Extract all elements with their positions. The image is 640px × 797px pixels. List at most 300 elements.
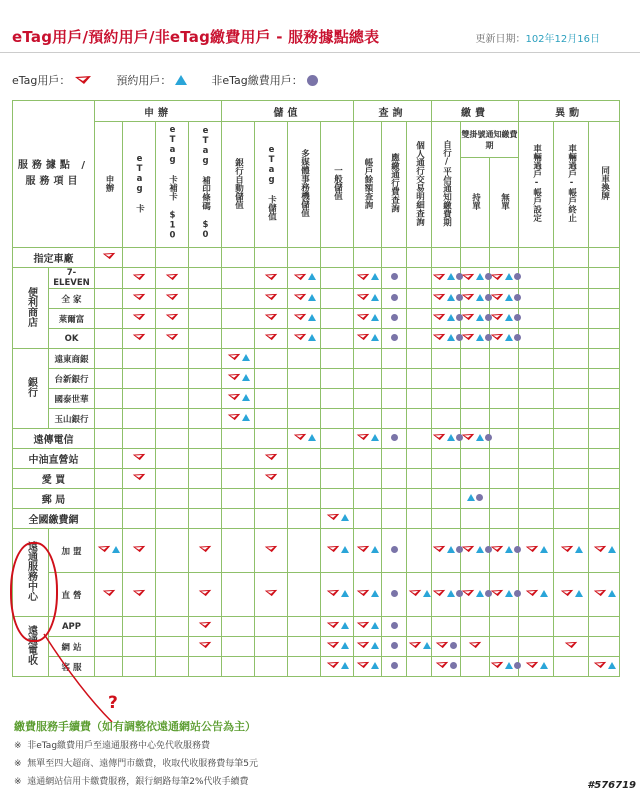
table-cell bbox=[589, 509, 620, 529]
table-cell bbox=[382, 248, 407, 268]
table-cell bbox=[461, 489, 490, 509]
service-marker bbox=[461, 293, 492, 301]
table-cell bbox=[519, 637, 554, 657]
note-item: ※ 遠通網站信用卡繳費服務，銀行網路每筆2%代收手續費 bbox=[14, 777, 249, 787]
reserve-triangle-icon bbox=[175, 75, 187, 85]
etag-mark-icon bbox=[165, 293, 179, 301]
etag-mark-icon bbox=[461, 293, 475, 301]
table-row bbox=[13, 248, 620, 268]
table-cell bbox=[156, 268, 189, 289]
table-cell bbox=[123, 489, 156, 509]
etag-mark-icon bbox=[165, 273, 179, 281]
table-cell bbox=[95, 529, 123, 573]
service-marker bbox=[560, 589, 583, 597]
etag-mark-icon bbox=[432, 293, 446, 301]
col-header-10 bbox=[407, 122, 432, 248]
table-row bbox=[13, 369, 620, 389]
table-cell bbox=[255, 637, 288, 657]
table-cell bbox=[461, 469, 490, 489]
table-cell bbox=[255, 573, 288, 617]
table-cell bbox=[95, 268, 123, 289]
table-cell bbox=[554, 573, 589, 617]
reserve-triangle-icon bbox=[608, 546, 616, 553]
reserve-triangle-icon bbox=[112, 546, 120, 553]
col-header-15 bbox=[554, 122, 589, 248]
table-row bbox=[13, 469, 620, 489]
table-row bbox=[13, 449, 620, 469]
table-cell bbox=[354, 369, 382, 389]
table-cell bbox=[354, 617, 382, 637]
etag-mark-icon bbox=[293, 313, 307, 321]
table-cell bbox=[222, 248, 255, 268]
service-marker bbox=[391, 434, 398, 441]
nonetag-dot-icon bbox=[450, 642, 457, 649]
table-cell bbox=[382, 329, 407, 349]
service-marker bbox=[264, 453, 278, 461]
etag-mark-icon bbox=[356, 333, 370, 341]
etag-mark-icon bbox=[461, 589, 475, 597]
etag-mark-icon bbox=[356, 661, 370, 669]
row-label: 國泰世華 bbox=[49, 389, 95, 409]
table-cell bbox=[255, 509, 288, 529]
service-marker bbox=[391, 662, 398, 669]
reserve-triangle-icon bbox=[371, 314, 379, 321]
service-marker bbox=[408, 641, 431, 649]
service-marker bbox=[264, 273, 278, 281]
table-cell bbox=[382, 657, 407, 677]
row-label: 直 營 bbox=[49, 573, 95, 617]
table-cell bbox=[382, 309, 407, 329]
table-cell bbox=[189, 289, 222, 309]
service-marker bbox=[264, 333, 278, 341]
service-marker bbox=[326, 513, 349, 521]
col-header-label: 無單 bbox=[499, 192, 510, 210]
service-marker bbox=[356, 433, 379, 441]
table-cell bbox=[222, 573, 255, 617]
table-cell bbox=[554, 449, 589, 469]
table-cell bbox=[255, 369, 288, 389]
etag-mark-icon bbox=[132, 545, 146, 553]
table-cell bbox=[123, 449, 156, 469]
reserve-triangle-icon bbox=[476, 590, 484, 597]
reserve-triangle-icon bbox=[308, 294, 316, 301]
reserve-triangle-icon bbox=[371, 546, 379, 553]
etag-mark-icon bbox=[198, 621, 212, 629]
table-cell bbox=[123, 268, 156, 289]
etag-mark-icon bbox=[432, 273, 446, 281]
notes-heading: 繳費服務手續費（如有調整依遠通網站公告為主） bbox=[14, 720, 256, 733]
table-cell bbox=[222, 637, 255, 657]
table-cell bbox=[288, 489, 321, 509]
dual-notice-header: 雙掛號通知繳費期 bbox=[461, 122, 519, 158]
reserve-triangle-icon bbox=[476, 314, 484, 321]
table-cell bbox=[156, 449, 189, 469]
table-cell bbox=[589, 573, 620, 617]
service-marker bbox=[593, 589, 616, 597]
table-cell bbox=[95, 349, 123, 369]
table-cell bbox=[156, 369, 189, 389]
etag-mark-icon bbox=[132, 453, 146, 461]
table-cell bbox=[222, 349, 255, 369]
table-cell bbox=[589, 657, 620, 677]
table-cell bbox=[222, 617, 255, 637]
etag-mark-icon bbox=[198, 545, 212, 553]
table-cell bbox=[554, 637, 589, 657]
table-cell bbox=[490, 469, 519, 489]
table-cell bbox=[288, 617, 321, 637]
etag-mark-icon bbox=[132, 313, 146, 321]
table-row bbox=[13, 289, 620, 309]
table-cell bbox=[382, 449, 407, 469]
table-cell bbox=[519, 389, 554, 409]
service-marker bbox=[435, 641, 457, 649]
table-cell bbox=[321, 349, 354, 369]
col-header-label: 帳戶餘額查詢 bbox=[363, 157, 373, 209]
reserve-triangle-icon bbox=[242, 354, 250, 361]
table-cell bbox=[519, 617, 554, 637]
table-cell bbox=[189, 469, 222, 489]
service-marker bbox=[432, 545, 463, 553]
etag-mark-icon bbox=[97, 545, 111, 553]
service-marker bbox=[326, 641, 349, 649]
etag-mark-icon bbox=[560, 545, 574, 553]
table-cell bbox=[189, 509, 222, 529]
table-cell bbox=[321, 637, 354, 657]
nonetag-dot-icon bbox=[391, 622, 398, 629]
service-marker bbox=[356, 293, 379, 301]
table-cell bbox=[189, 409, 222, 429]
table-cell bbox=[189, 369, 222, 389]
etag-mark-icon bbox=[435, 641, 449, 649]
table-cell bbox=[354, 637, 382, 657]
reserve-triangle-icon bbox=[505, 314, 513, 321]
red-circle-annotation bbox=[10, 542, 58, 642]
table-cell bbox=[490, 489, 519, 509]
table-cell bbox=[95, 469, 123, 489]
table-cell bbox=[354, 429, 382, 449]
table-cell bbox=[432, 449, 461, 469]
col-header-6 bbox=[288, 122, 321, 248]
table-cell bbox=[222, 529, 255, 573]
table-cell bbox=[554, 329, 589, 349]
service-marker bbox=[490, 333, 521, 341]
reserve-triangle-icon bbox=[371, 590, 379, 597]
table-cell bbox=[321, 657, 354, 677]
watermark: #576719 bbox=[587, 780, 636, 791]
service-marker bbox=[356, 313, 379, 321]
table-row bbox=[13, 529, 620, 573]
service-table bbox=[12, 100, 620, 677]
reserve-triangle-icon bbox=[575, 546, 583, 553]
table-cell bbox=[222, 289, 255, 309]
table-cell bbox=[321, 268, 354, 289]
etag-mark-icon bbox=[525, 661, 539, 669]
table-cell bbox=[407, 489, 432, 509]
service-marker bbox=[461, 545, 492, 553]
table-cell bbox=[95, 248, 123, 268]
table-cell bbox=[189, 637, 222, 657]
table-cell bbox=[589, 617, 620, 637]
table-cell bbox=[432, 637, 461, 657]
reserve-triangle-icon bbox=[540, 662, 548, 669]
table-cell bbox=[123, 409, 156, 429]
row-label: 網 站 bbox=[49, 637, 95, 657]
table-cell bbox=[382, 369, 407, 389]
table-row bbox=[13, 489, 620, 509]
col-header-9 bbox=[382, 122, 407, 248]
table-cell bbox=[288, 529, 321, 573]
nonetag-dot-icon bbox=[514, 662, 521, 669]
table-cell bbox=[589, 489, 620, 509]
service-marker bbox=[293, 313, 316, 321]
table-cell bbox=[255, 657, 288, 677]
reserve-triangle-icon bbox=[242, 414, 250, 421]
category-label: 銀行 bbox=[25, 377, 37, 397]
table-cell bbox=[490, 617, 519, 637]
table-cell bbox=[255, 289, 288, 309]
table-cell bbox=[321, 449, 354, 469]
reserve-triangle-icon bbox=[447, 294, 455, 301]
reserve-triangle-icon bbox=[476, 434, 484, 441]
table-cell bbox=[554, 268, 589, 289]
table-cell bbox=[554, 309, 589, 329]
service-marker bbox=[132, 313, 146, 321]
table-cell bbox=[490, 389, 519, 409]
service-marker bbox=[391, 546, 398, 553]
table-cell bbox=[432, 429, 461, 449]
table-cell bbox=[321, 573, 354, 617]
table-cell bbox=[554, 389, 589, 409]
table-cell bbox=[156, 309, 189, 329]
table-cell bbox=[490, 509, 519, 529]
table-cell bbox=[95, 389, 123, 409]
table-cell bbox=[123, 369, 156, 389]
table-cell bbox=[156, 329, 189, 349]
table-cell bbox=[519, 329, 554, 349]
table-cell bbox=[189, 573, 222, 617]
service-marker bbox=[326, 621, 349, 629]
col-header-16 bbox=[589, 122, 620, 248]
corner-label: 服務據點 / 服務項目 bbox=[17, 160, 90, 187]
reserve-triangle-icon bbox=[447, 546, 455, 553]
table-row bbox=[13, 268, 620, 289]
table-cell bbox=[519, 268, 554, 289]
reserve-triangle-icon bbox=[242, 374, 250, 381]
reserve-triangle-icon bbox=[371, 662, 379, 669]
service-marker bbox=[461, 589, 492, 597]
etag-mark-icon bbox=[227, 373, 241, 381]
col-header-label: eTag 卡補卡 $10 bbox=[167, 125, 178, 241]
service-marker bbox=[432, 273, 463, 281]
col-header-label: 個人通行交易明細查詢 bbox=[414, 140, 425, 226]
service-marker bbox=[264, 473, 278, 481]
table-cell bbox=[354, 449, 382, 469]
legend-reserve bbox=[116, 72, 187, 88]
nonetag-dot-icon bbox=[391, 434, 398, 441]
table-cell bbox=[123, 469, 156, 489]
table-cell bbox=[382, 637, 407, 657]
table-cell bbox=[554, 469, 589, 489]
etag-mark-icon bbox=[356, 545, 370, 553]
row-label: 加 盟 bbox=[49, 529, 95, 573]
service-marker bbox=[593, 545, 616, 553]
table-cell bbox=[407, 429, 432, 449]
reserve-triangle-icon bbox=[447, 590, 455, 597]
fee-notes bbox=[14, 718, 614, 792]
service-marker bbox=[165, 273, 179, 281]
reserve-triangle-icon bbox=[476, 273, 484, 280]
etag-mark-icon bbox=[490, 273, 504, 281]
nonetag-dot-icon bbox=[391, 662, 398, 669]
table-row bbox=[13, 389, 620, 409]
group-apply: 申辦 bbox=[95, 101, 222, 122]
table-cell bbox=[461, 617, 490, 637]
col-header-label: 申辦 bbox=[104, 174, 114, 192]
table-cell bbox=[519, 248, 554, 268]
update-label: 更新日期： bbox=[475, 34, 526, 45]
table-row bbox=[13, 509, 620, 529]
table-cell bbox=[354, 389, 382, 409]
group-topup: 儲值 bbox=[222, 101, 354, 122]
etag-mark-icon bbox=[132, 273, 146, 281]
table-cell bbox=[354, 469, 382, 489]
service-marker bbox=[198, 545, 212, 553]
service-marker bbox=[356, 661, 379, 669]
table-cell bbox=[255, 469, 288, 489]
table-cell bbox=[288, 289, 321, 309]
row-label: 客 服 bbox=[49, 657, 95, 677]
table-cell bbox=[382, 349, 407, 369]
service-marker bbox=[461, 433, 492, 441]
table-cell bbox=[382, 289, 407, 309]
col-header-label: eTag 卡 bbox=[134, 153, 145, 213]
service-marker bbox=[198, 589, 212, 597]
reserve-triangle-icon bbox=[341, 662, 349, 669]
note-text-2: 遠通網站信用卡繳費服務，銀行網路每筆2%代收手續費 bbox=[27, 777, 249, 787]
col-header-5 bbox=[255, 122, 288, 248]
table-cell bbox=[407, 329, 432, 349]
row-label: 玉山銀行 bbox=[49, 409, 95, 429]
etag-mark-icon bbox=[593, 589, 607, 597]
service-marker bbox=[132, 589, 146, 597]
nonetag-dot-icon bbox=[450, 662, 457, 669]
table-cell bbox=[432, 573, 461, 617]
table-cell bbox=[490, 248, 519, 268]
service-marker bbox=[227, 373, 250, 381]
col-header-8 bbox=[354, 122, 382, 248]
service-marker bbox=[198, 641, 212, 649]
reserve-triangle-icon bbox=[540, 546, 548, 553]
row-label: 遠傳電信 bbox=[13, 429, 95, 449]
table-cell bbox=[95, 289, 123, 309]
group-change: 異動 bbox=[519, 101, 620, 122]
service-marker bbox=[165, 333, 179, 341]
table-cell bbox=[288, 509, 321, 529]
table-cell bbox=[432, 389, 461, 409]
table-cell bbox=[407, 509, 432, 529]
etag-mark-icon bbox=[227, 393, 241, 401]
table-cell bbox=[95, 489, 123, 509]
service-marker bbox=[490, 589, 521, 597]
table-cell bbox=[156, 489, 189, 509]
table-cell bbox=[222, 429, 255, 449]
nonetag-dot-icon bbox=[514, 546, 521, 553]
row-label: 7-ELEVEN bbox=[49, 268, 95, 289]
etag-mark-icon bbox=[132, 293, 146, 301]
table-cell bbox=[189, 429, 222, 449]
table-cell bbox=[490, 429, 519, 449]
service-marker bbox=[432, 333, 463, 341]
table-cell bbox=[288, 469, 321, 489]
table-cell bbox=[288, 309, 321, 329]
table-cell bbox=[519, 309, 554, 329]
nonetag-dot-icon bbox=[514, 590, 521, 597]
table-cell bbox=[321, 617, 354, 637]
table-cell bbox=[461, 309, 490, 329]
table-cell bbox=[554, 509, 589, 529]
table-cell bbox=[407, 289, 432, 309]
service-marker bbox=[132, 273, 146, 281]
reserve-triangle-icon bbox=[371, 622, 379, 629]
reserve-triangle-icon bbox=[476, 546, 484, 553]
col-header-label: eTag 補印條碼 $0 bbox=[200, 126, 211, 240]
table-cell bbox=[189, 389, 222, 409]
table-cell bbox=[432, 268, 461, 289]
col-header-11 bbox=[432, 122, 461, 248]
table-cell bbox=[382, 573, 407, 617]
table-cell bbox=[432, 657, 461, 677]
table-cell bbox=[407, 637, 432, 657]
nonetag-dot-icon bbox=[307, 75, 318, 86]
table-cell bbox=[156, 248, 189, 268]
table-row bbox=[13, 409, 620, 429]
table-cell bbox=[354, 529, 382, 573]
row-label: 萊爾富 bbox=[49, 309, 95, 329]
reserve-triangle-icon bbox=[341, 590, 349, 597]
nonetag-dot-icon bbox=[391, 294, 398, 301]
table-cell bbox=[432, 248, 461, 268]
col-header-7 bbox=[321, 122, 354, 248]
col-header-12 bbox=[461, 158, 490, 248]
table-cell bbox=[222, 268, 255, 289]
table-cell bbox=[288, 329, 321, 349]
category-label: 便利商店 bbox=[25, 286, 37, 327]
service-marker bbox=[326, 545, 349, 553]
service-marker bbox=[432, 313, 463, 321]
col-header-label: 持單 bbox=[470, 192, 481, 210]
question-mark-annotation: ? bbox=[108, 693, 118, 713]
table-cell bbox=[255, 429, 288, 449]
table-cell bbox=[554, 248, 589, 268]
nonetag-dot-icon bbox=[514, 314, 521, 321]
table-cell bbox=[589, 349, 620, 369]
reserve-triangle-icon bbox=[371, 642, 379, 649]
nonetag-dot-icon bbox=[391, 273, 398, 280]
col-header-label: 應繳通行費查詢 bbox=[389, 153, 400, 213]
legend-etag-label: eTag用戶： bbox=[12, 74, 71, 87]
table-row bbox=[13, 349, 620, 369]
legend-nonetag bbox=[211, 72, 317, 88]
table-cell bbox=[589, 409, 620, 429]
table-cell bbox=[222, 449, 255, 469]
table-cell bbox=[382, 509, 407, 529]
table-cell bbox=[589, 248, 620, 268]
etag-mark-icon bbox=[435, 661, 449, 669]
etag-mark-icon bbox=[490, 589, 504, 597]
table-cell bbox=[255, 617, 288, 637]
legend bbox=[12, 72, 342, 88]
etag-mark-icon bbox=[227, 353, 241, 361]
